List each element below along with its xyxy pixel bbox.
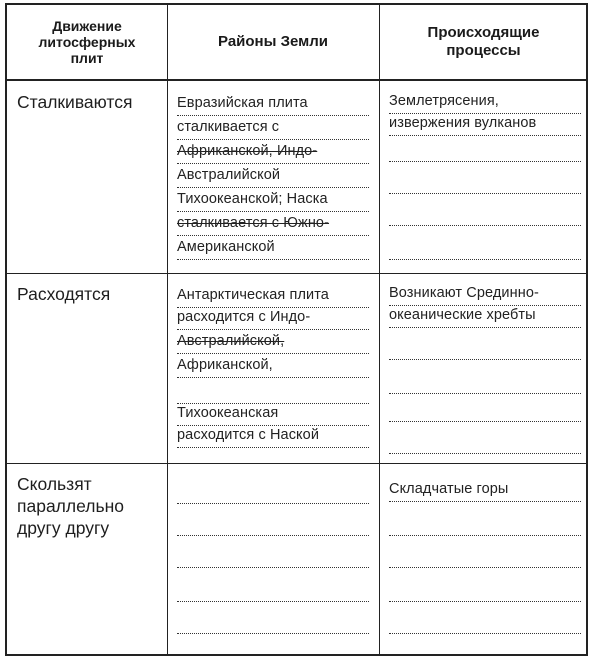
answer-line: [389, 237, 581, 260]
header-regions: Районы Земли: [218, 33, 328, 50]
answer-line: Австралийской,: [177, 331, 369, 354]
answer-line: Евразийская плита: [177, 93, 369, 116]
answer-line: [389, 513, 581, 536]
answer-line: Африканской,: [177, 355, 369, 378]
answer-line: [177, 381, 369, 404]
answer-line: Тихоокеанской; Наска: [177, 189, 369, 212]
header-motion: Движение литосферных плит: [38, 18, 136, 66]
answer-line: [177, 481, 369, 504]
answer-line: [177, 611, 369, 634]
answer-line: [389, 431, 581, 454]
answer-line: расходится с Индо-: [177, 307, 369, 330]
answer-line: Землетрясения,: [389, 91, 581, 114]
answer-line: [389, 337, 581, 360]
row-divider-1: [7, 273, 586, 274]
header-divider: [7, 79, 586, 81]
answer-line: Возникают Срединно-: [389, 283, 581, 306]
answer-line: [389, 203, 581, 226]
answer-line: Складчатые горы: [389, 479, 581, 502]
answer-line: извержения вулканов: [389, 113, 581, 136]
answer-line: [389, 139, 581, 162]
motion-collide: Сталкиваются: [17, 92, 133, 112]
answer-line: Тихоокеанская: [177, 403, 369, 426]
answer-line: Африканской, Индо-: [177, 141, 369, 164]
motion-slide: Скользят параллельно другу другу: [17, 474, 124, 538]
answer-line: [177, 545, 369, 568]
motion-diverge: Расходятся: [17, 284, 111, 304]
column-divider-1: [167, 5, 168, 654]
answer-line: Австралийской: [177, 165, 369, 188]
answer-line: расходится с Наской: [177, 425, 369, 448]
answer-line: Антарктическая плита: [177, 285, 369, 308]
answer-line: сталкивается с: [177, 117, 369, 140]
answer-line: сталкивается с Южно-: [177, 213, 369, 236]
answer-line: [389, 399, 581, 422]
answer-line: океанические хребты: [389, 305, 581, 328]
answer-line: [177, 579, 369, 602]
answer-line: [389, 579, 581, 602]
header-processes: Происходящие процессы: [427, 24, 540, 59]
answer-line: [389, 171, 581, 194]
answer-line: [177, 513, 369, 536]
plate-motion-table: [5, 3, 588, 656]
answer-line: [389, 371, 581, 394]
column-divider-2: [379, 5, 380, 654]
row-divider-2: [7, 463, 586, 464]
answer-line: Американской: [177, 237, 369, 260]
answer-line: [389, 545, 581, 568]
answer-line: [389, 611, 581, 634]
